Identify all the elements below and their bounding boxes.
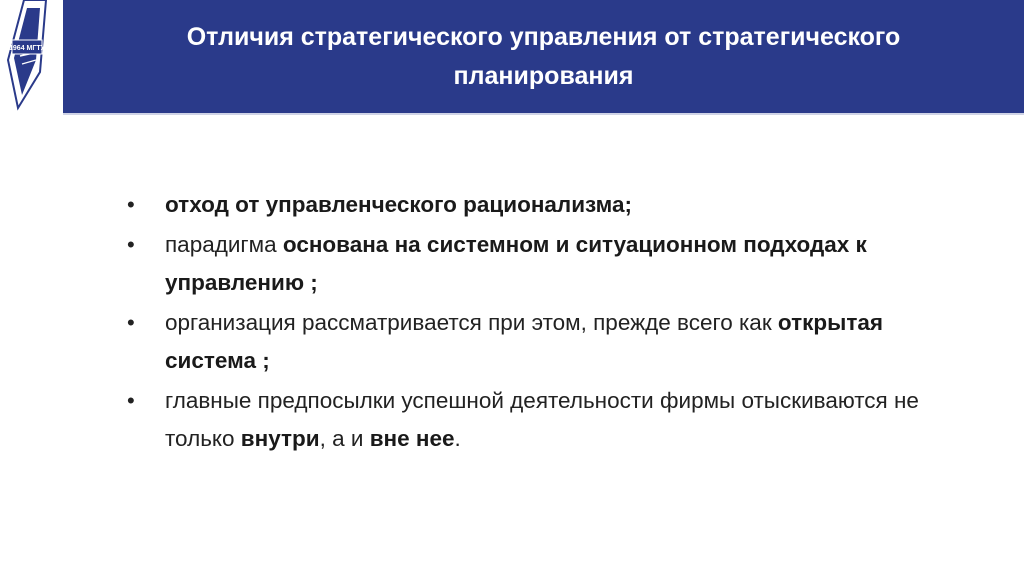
bullet-text: главные предпосылки успешной деятельности фирмы отыскиваются не только: [165, 388, 919, 451]
logo-text: 1964 МГТУ: [9, 45, 45, 52]
bullet-item: [125, 304, 945, 380]
content: [125, 186, 945, 460]
bullet-text: парадигма: [165, 232, 283, 257]
bullet-dot: •: [127, 192, 135, 217]
bullet-text-bold: основана на системном и ситуационном подходах к управлению ;: [165, 232, 867, 295]
bullet-dot: •: [127, 310, 135, 335]
title-bar: [63, 0, 1024, 115]
university-logo-icon: [0, 0, 63, 113]
bullet-text-bold: открытая система ;: [165, 310, 884, 373]
bullet-text-bold: отход от управленческого рационализма;: [165, 192, 633, 217]
bullet-text-bold: внутри: [240, 426, 320, 451]
bullet-text-bold: вне нее: [369, 426, 455, 451]
bullet-text: , а и: [319, 426, 370, 451]
bullet-item: [125, 186, 945, 224]
bullet-item: [125, 226, 945, 302]
header: [0, 0, 1024, 113]
bullet-item: [125, 382, 945, 458]
logo: [0, 0, 63, 113]
bullet-text: организация рассматривается при этом, прежде всего как: [165, 310, 778, 335]
page-title: Отличия стратегического управления от стратегического планирования: [186, 22, 901, 90]
bullet-text: .: [454, 426, 461, 451]
bullet-list: [125, 186, 945, 458]
bullet-dot: •: [127, 388, 135, 413]
bullet-dot: •: [127, 232, 135, 257]
